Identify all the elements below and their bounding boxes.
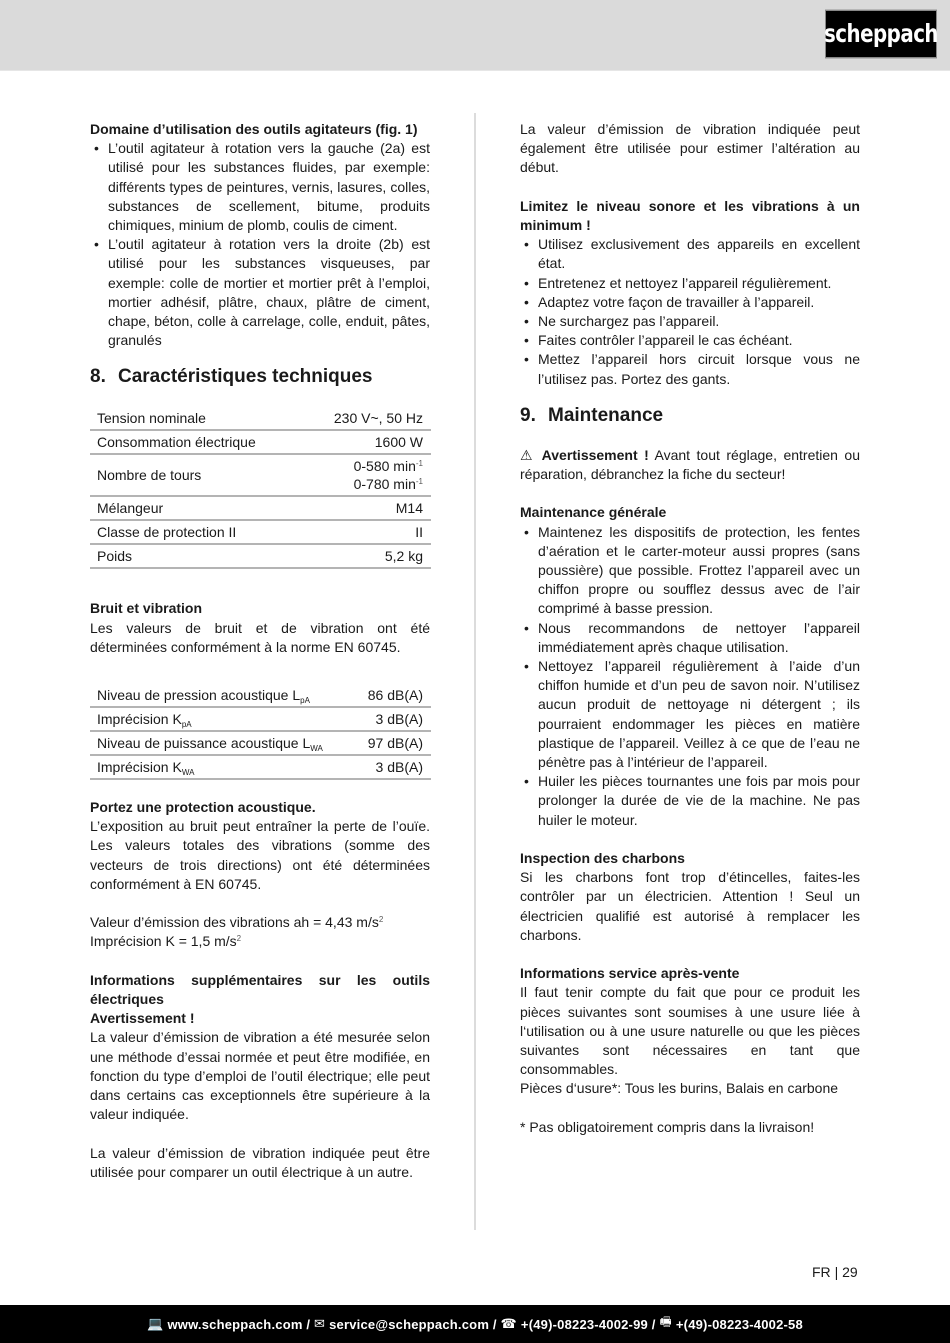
phone-number: +(49)-08223-4002-99 — [520, 1316, 648, 1332]
email-link[interactable]: service@scheppach.com — [329, 1316, 490, 1332]
protection-text: L’exposition au bruit peut entraîner la perte de l’ouïe. Les valeurs totales des vibrations (somme des vecteurs de trois directions) ont été déterminées conformément à EN 60745. — [90, 818, 430, 892]
additional-warning: Avertissement ! — [90, 1010, 195, 1027]
brushes-heading: Inspection des charbons — [520, 850, 685, 867]
list-item: • Huiler les pièces tournantes une fois par mois pour prolonger la durée de vie de la machine. Ne pas huiler le moteur. — [520, 772, 860, 830]
usage-item: • L’outil agitateur à rotation vers la droite (2b) est utilisé pour les substances visqueuses, par exemple: colle de mortier et mortier prêt à l’emploi, mortier adhésif, plâtre, chaux, plâtre de ciment, chape, béton, colle à carrelage, colle, enduit, pâtes, granulés — [90, 235, 430, 350]
table-row: Poids 5,2 kg — [90, 544, 431, 568]
left-column — [90, 120, 430, 1182]
table-row: Imprécision $K_{WA}$ 3 dB(A) — [90, 755, 431, 779]
vibration-uncertainty: Imprécision K = 1,5 $m/s^2$ — [90, 933, 242, 950]
noise-table — [90, 684, 431, 780]
warning-icon: ⚠ — [520, 446, 536, 463]
table-row: Consommation électrique 1600 W — [90, 430, 431, 454]
additional-text-2: La valeur d’émission de vibration indiquée peut être utilisée pour comparer un outil électrique à un autre. — [90, 1144, 430, 1180]
vibration-emission: Valeur d’émission des vibrations ah = 4,43 $m/s^2$ — [90, 914, 384, 931]
list-item: • Entretenez et nettoyez l’appareil régulièrement. — [520, 274, 860, 293]
limit-heading: Limitez le niveau sonore et les vibrations à un minimum ! — [520, 197, 860, 233]
list-item: • Adaptez votre façon de travailler à l’appareil. — [520, 293, 860, 312]
service-text: Il faut tenir compte du fait que pour ce produit les pièces suivantes sont soumises à une usure liée à l‘utilisation ou à une usure naturelle ou que les pièces suivantes sont nécessaires en tant que consommables. — [520, 984, 860, 1078]
page-number: FR | 29 — [812, 1264, 858, 1280]
usage-heading: Domaine d’utilisation des outils agitateurs (fig. 1) — [90, 121, 418, 137]
delivery-note: * Pas obligatoirement compris dans la livraison! — [520, 1118, 815, 1135]
website-link[interactable]: www.scheppach.com — [167, 1316, 303, 1332]
general-list — [520, 523, 860, 830]
service-heading: Informations service après-vente — [520, 965, 740, 982]
right-column — [520, 120, 860, 1137]
intro-text: La valeur d’émission de vibration indiquée peut également être utilisée pour estimer l’altération au début. — [520, 121, 860, 176]
scheppach-logo: scheppach — [825, 10, 937, 58]
list-item: • Nettoyez l’appareil régulièrement à l’aide d’un chiffon humide et d’un peu de savon noir. N’utilisez aucun produit de nettoyage ni détergent ; ils pourraient endommager les pièces en matière plastique de l’appareil. Veillez à ce que de l’eau ne pénètre pas à l’intérieur de l’appareil. — [520, 657, 860, 772]
computer-icon: 💻 — [147, 1316, 164, 1331]
section-8-heading: 8. Caractéristiques techniques — [90, 366, 373, 388]
noise-heading: Bruit et vibration — [90, 600, 203, 617]
noise-text: Les valeurs de bruit et de vibration ont été déterminées conformément à la norme EN 60745. — [90, 619, 430, 655]
phone-icon: ☎ — [500, 1316, 517, 1331]
limit-list — [520, 235, 860, 389]
table-row: Nombre de tours 0-580 $\min^{-1}$ 0-780 $\min^{-1}$ — [90, 454, 431, 496]
brushes-text: Si les charbons font trop d’étincelles, faites-les contrôler par un électricien. Attention ! Seul un électricien qualifié est autorisé à remplacer les charbons. — [520, 869, 860, 943]
usage-item: • L’outil agitateur à rotation vers la gauche (2a) est utilisé pour les substances fluides, par exemple: différents types de peintures, vernis, lasures, colles, substances de scellement, bitume, produits chimiques, minium de plomb, coulis de ciment. — [90, 139, 430, 235]
footer-contact-bar: 💻 www.scheppach.com / ✉ service@scheppach.com / ☎ +(49)-08223-4002-99 / 🖷 +(49)-08223-4002-58 — [0, 1305, 950, 1343]
additional-text-1: La valeur d’émission de vibration a été mesurée selon une méthode d’essai normée et peut être modifiée, en fonction du type d’emploi de l’outil électrique; elle peut dans certains cas exceptionnels être supérieure à la valeur indiquée. — [90, 1029, 430, 1123]
header-band — [0, 0, 950, 71]
mail-icon: ✉ — [314, 1316, 326, 1331]
list-item: • Mettez l’appareil hors circuit lorsque vous ne l’utilisez pas. Portez des gants. — [520, 350, 860, 388]
table-row: Classe de protection II II — [90, 520, 431, 544]
usage-list — [90, 139, 430, 350]
list-item: • Utilisez exclusivement des appareils en excellent état. — [520, 235, 860, 273]
table-row: Imprécision $K_{pA}$ 3 dB(A) — [90, 707, 431, 731]
specs-table — [90, 407, 431, 569]
section-9-heading: 9. Maintenance — [520, 404, 664, 426]
list-item: • Nous recommandons de nettoyer l’appareil immédiatement après chaque utilisation. — [520, 619, 860, 657]
fax-icon: 🖷 — [659, 1314, 672, 1329]
column-divider — [474, 113, 476, 1230]
list-item: • Ne surchargez pas l’appareil. — [520, 312, 860, 331]
table-row: Mélangeur M14 — [90, 496, 431, 520]
additional-heading: Informations supplémentaires sur les outils électriques — [90, 971, 430, 1008]
fax-number: +(49)-08223-4002-58 — [675, 1316, 803, 1332]
table-row: Tension nominale 230 V~, 50 Hz — [90, 407, 431, 430]
table-row: Niveau de pression acoustique $L_{pA}$ 86 dB(A) — [90, 684, 431, 707]
general-heading: Maintenance générale — [520, 504, 667, 521]
list-item: • Faites contrôler l’appareil le cas échéant. — [520, 331, 860, 350]
protection-heading: Portez une protection acoustique. — [90, 799, 316, 816]
maintenance-warning: ⚠ Avertissement ! Avant tout réglage, entretien ou réparation, débranchez la fiche du secteur! — [520, 446, 860, 483]
list-item: • Maintenez les dispositifs de protection, les fentes d’aération et le carter-moteur aussi propres (sans poussière) que possible. Frottez l’appareil avec un chiffon propre ou soufflez dessus avec de l’air comprimé à basse pression. — [520, 523, 860, 619]
table-row: Niveau de puissance acoustique $L_{WA}$ 97 dB(A) — [90, 731, 431, 755]
wear-parts: Pièces d‘usure*: Tous les burins, Balais en carbone — [520, 1080, 839, 1097]
